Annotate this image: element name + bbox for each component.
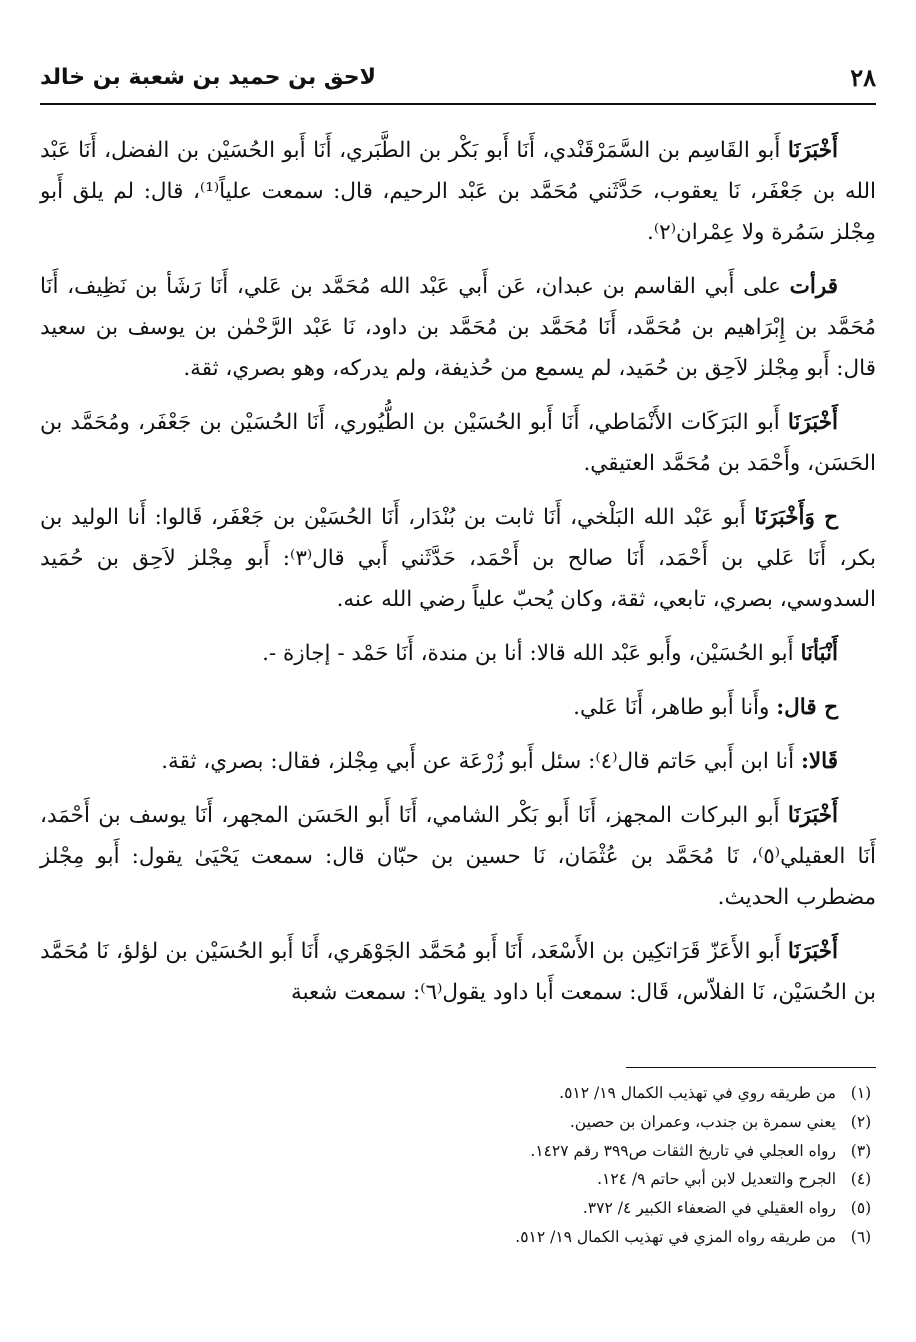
main-text (40, 130, 876, 1026)
footnote (40, 1137, 876, 1166)
footnote-text: يعني سمرة بن جندب، وعمران بن حصين. (569, 1112, 836, 1131)
paragraph (40, 130, 876, 253)
footnote (40, 1108, 876, 1137)
paragraph-lead: قرأت (789, 274, 838, 299)
page-header (40, 58, 876, 96)
paragraph-lead: أَنْبَأنَا (800, 641, 838, 666)
paragraph-text: أَنا ابن أَبي حَاتم قال⁽٤⁾: سئل أَبو زُرْعَة عن أَبي مِجْلز، فقال: بصري، ثقة. (161, 749, 801, 774)
footnote-number: (٤) (850, 1170, 872, 1189)
footnote-number: (٥) (850, 1199, 872, 1218)
footnote-number: (٦) (850, 1227, 872, 1246)
paragraph (40, 795, 876, 918)
page-number: ٢٨ (850, 62, 876, 92)
footnote (40, 1165, 876, 1194)
paragraph-lead: أَخْبَرَنَا (787, 410, 838, 435)
paragraph-text: على أَبي القاسم بن عبدان، عَن أَبي عَبْد الله مُحَمَّد بن عَلي، أَنَا رَشَأ بن نَظِيف، أَنَا مُحَمَّد بن إِبْرَاهيم بن مُحَمَّد، أَنَا مُحَمَّد بن مُحَمَّد بن داود، نَا عَبْد الرَّحْمٰن بن يوسف بن سعيد قال: أَبو مِجْلز لاَحِق بن حُمَيد، لم يسمع من حُذيفة، ولم يدركه، وهو بصري، ثقة. (40, 274, 876, 381)
paragraph (40, 741, 876, 782)
paragraph (40, 687, 876, 728)
paragraph-lead: قَالا: (800, 749, 838, 774)
footnote-text: من طريقه رواه المزي في تهذيب الكمال ١٩/ ٥١٢. (515, 1227, 836, 1246)
header-rule (40, 103, 876, 105)
paragraph (40, 266, 876, 389)
footnote-text: رواه العقيلي في الضعفاء الكبير ٤/ ٣٧٢. (582, 1199, 836, 1218)
paragraph-text: أَبو البركات المجهز، أَنَا أَبو بَكْر الشامي، أَنَا أَبو الحَسَن المجهر، أَنَا يوسف بن أَحْمَد، أَنَا العقيلي⁽٥⁾، نَا مُحَمَّد بن عُثْمَان، نَا حسين بن حبّان قال: سمعت يَحْيَىٰ يقول: أَبو مِجْلز مضطرب الحديث. (40, 803, 876, 910)
paragraph-text: أَبو الأَعَزّ قَرَاتكِين بن الأَسْعَد، أَنَا أَبو مُحَمَّد الجَوْهَري، أَنَا أَبو الحُسَيْن بن لؤلؤ، نَا مُحَمَّد بن الحُسَيْن، نَا الفلاّس، قَال: سمعت أَبا داود يقول⁽٦⁾: سمعت شعبة (40, 939, 876, 1005)
footnote (40, 1079, 876, 1108)
footnotes (40, 1079, 876, 1252)
footnote (40, 1223, 876, 1252)
running-title: لاحق بن حميد بن شعبة بن خالد (40, 64, 376, 90)
paragraph-text: أَبو الحُسَيْن، وأَبو عَبْد الله قالا: أنا بن مندة، أَنَا حَمْد - إجازة -. (262, 641, 801, 666)
paragraph-text: أَبو البَرَكَات الأَنْمَاطي، أَنَا أَبو الحُسَيْن بن الطُّيُوري، أَنَا الحُسَيْن بن جَعْفَر، ومُحَمَّد بن الحَسَن، وأَحْمَد بن مُحَمَّد العتيقي. (40, 410, 876, 476)
footnote-number: (١) (850, 1084, 872, 1102)
footnote-text: الجرح والتعديل لابن أبي حاتم ٩/ ١٢٤. (597, 1170, 836, 1189)
paragraph (40, 931, 876, 1013)
paragraph (40, 402, 876, 484)
paragraph-text: أَبو عَبْد الله البَلْخي، أَنَا ثابت بن بُنْدَار، أَنَا الحُسَيْن بن جَعْفَر، قَالوا: أَنا الوليد بن بكر، أَنَا عَلي بن أَحْمَد، أَنَا صالح بن أَحْمَد، حَدَّثَني أَبي قال⁽٣⁾: أَبو مِجْلز لاَحِق بن حُمَيد السدوسي، بصري، تابعي، ثقة، وكان يُحبّ علياً رضي الله عنه. (40, 505, 876, 612)
paragraph (40, 497, 876, 620)
paragraph-lead: أَخْبَرَنَا (787, 939, 838, 964)
paragraph (40, 633, 876, 674)
footnote (40, 1194, 876, 1223)
paragraph-lead: أَخْبَرَنَا (787, 138, 838, 163)
footnote-rule (626, 1067, 876, 1068)
footnote-text: من طريقه روي في تهذيب الكمال ١٩/ ٥١٢. (559, 1084, 836, 1102)
paragraph-lead: أَخْبَرَنَا (787, 803, 838, 828)
footnote-number: (٣) (850, 1141, 872, 1160)
footnote-text: رواه العجلي في تاريخ الثقات ص٣٩٩ رقم ١٤٢٧. (530, 1141, 836, 1160)
footnote-number: (٢) (850, 1112, 872, 1131)
paragraph-text: وأَنا أَبو طاهر، أَنَا عَلي. (573, 695, 777, 720)
paragraph-lead: ح قال: (776, 695, 838, 720)
paragraph-lead: ح وَأَخْبَرَنَا (754, 505, 838, 530)
paragraph-text: أَبو القَاسِم بن السَّمَرْقَنْدي، أَنَا أَبو بَكْر بن الطَّبَري، أَنَا أَبو الحُسَيْن بن الفضل، أَنَا عَبْد الله بن جَعْفَر، نَا يعقوب، حَدَّثَني مُحَمَّد بن عَبْد الرحيم، قال: سمعت علياً⁽¹⁾، قال: لم يلق أَبو مِجْلز سَمُرة ولا عِمْران⁽٢⁾. (40, 138, 876, 245)
